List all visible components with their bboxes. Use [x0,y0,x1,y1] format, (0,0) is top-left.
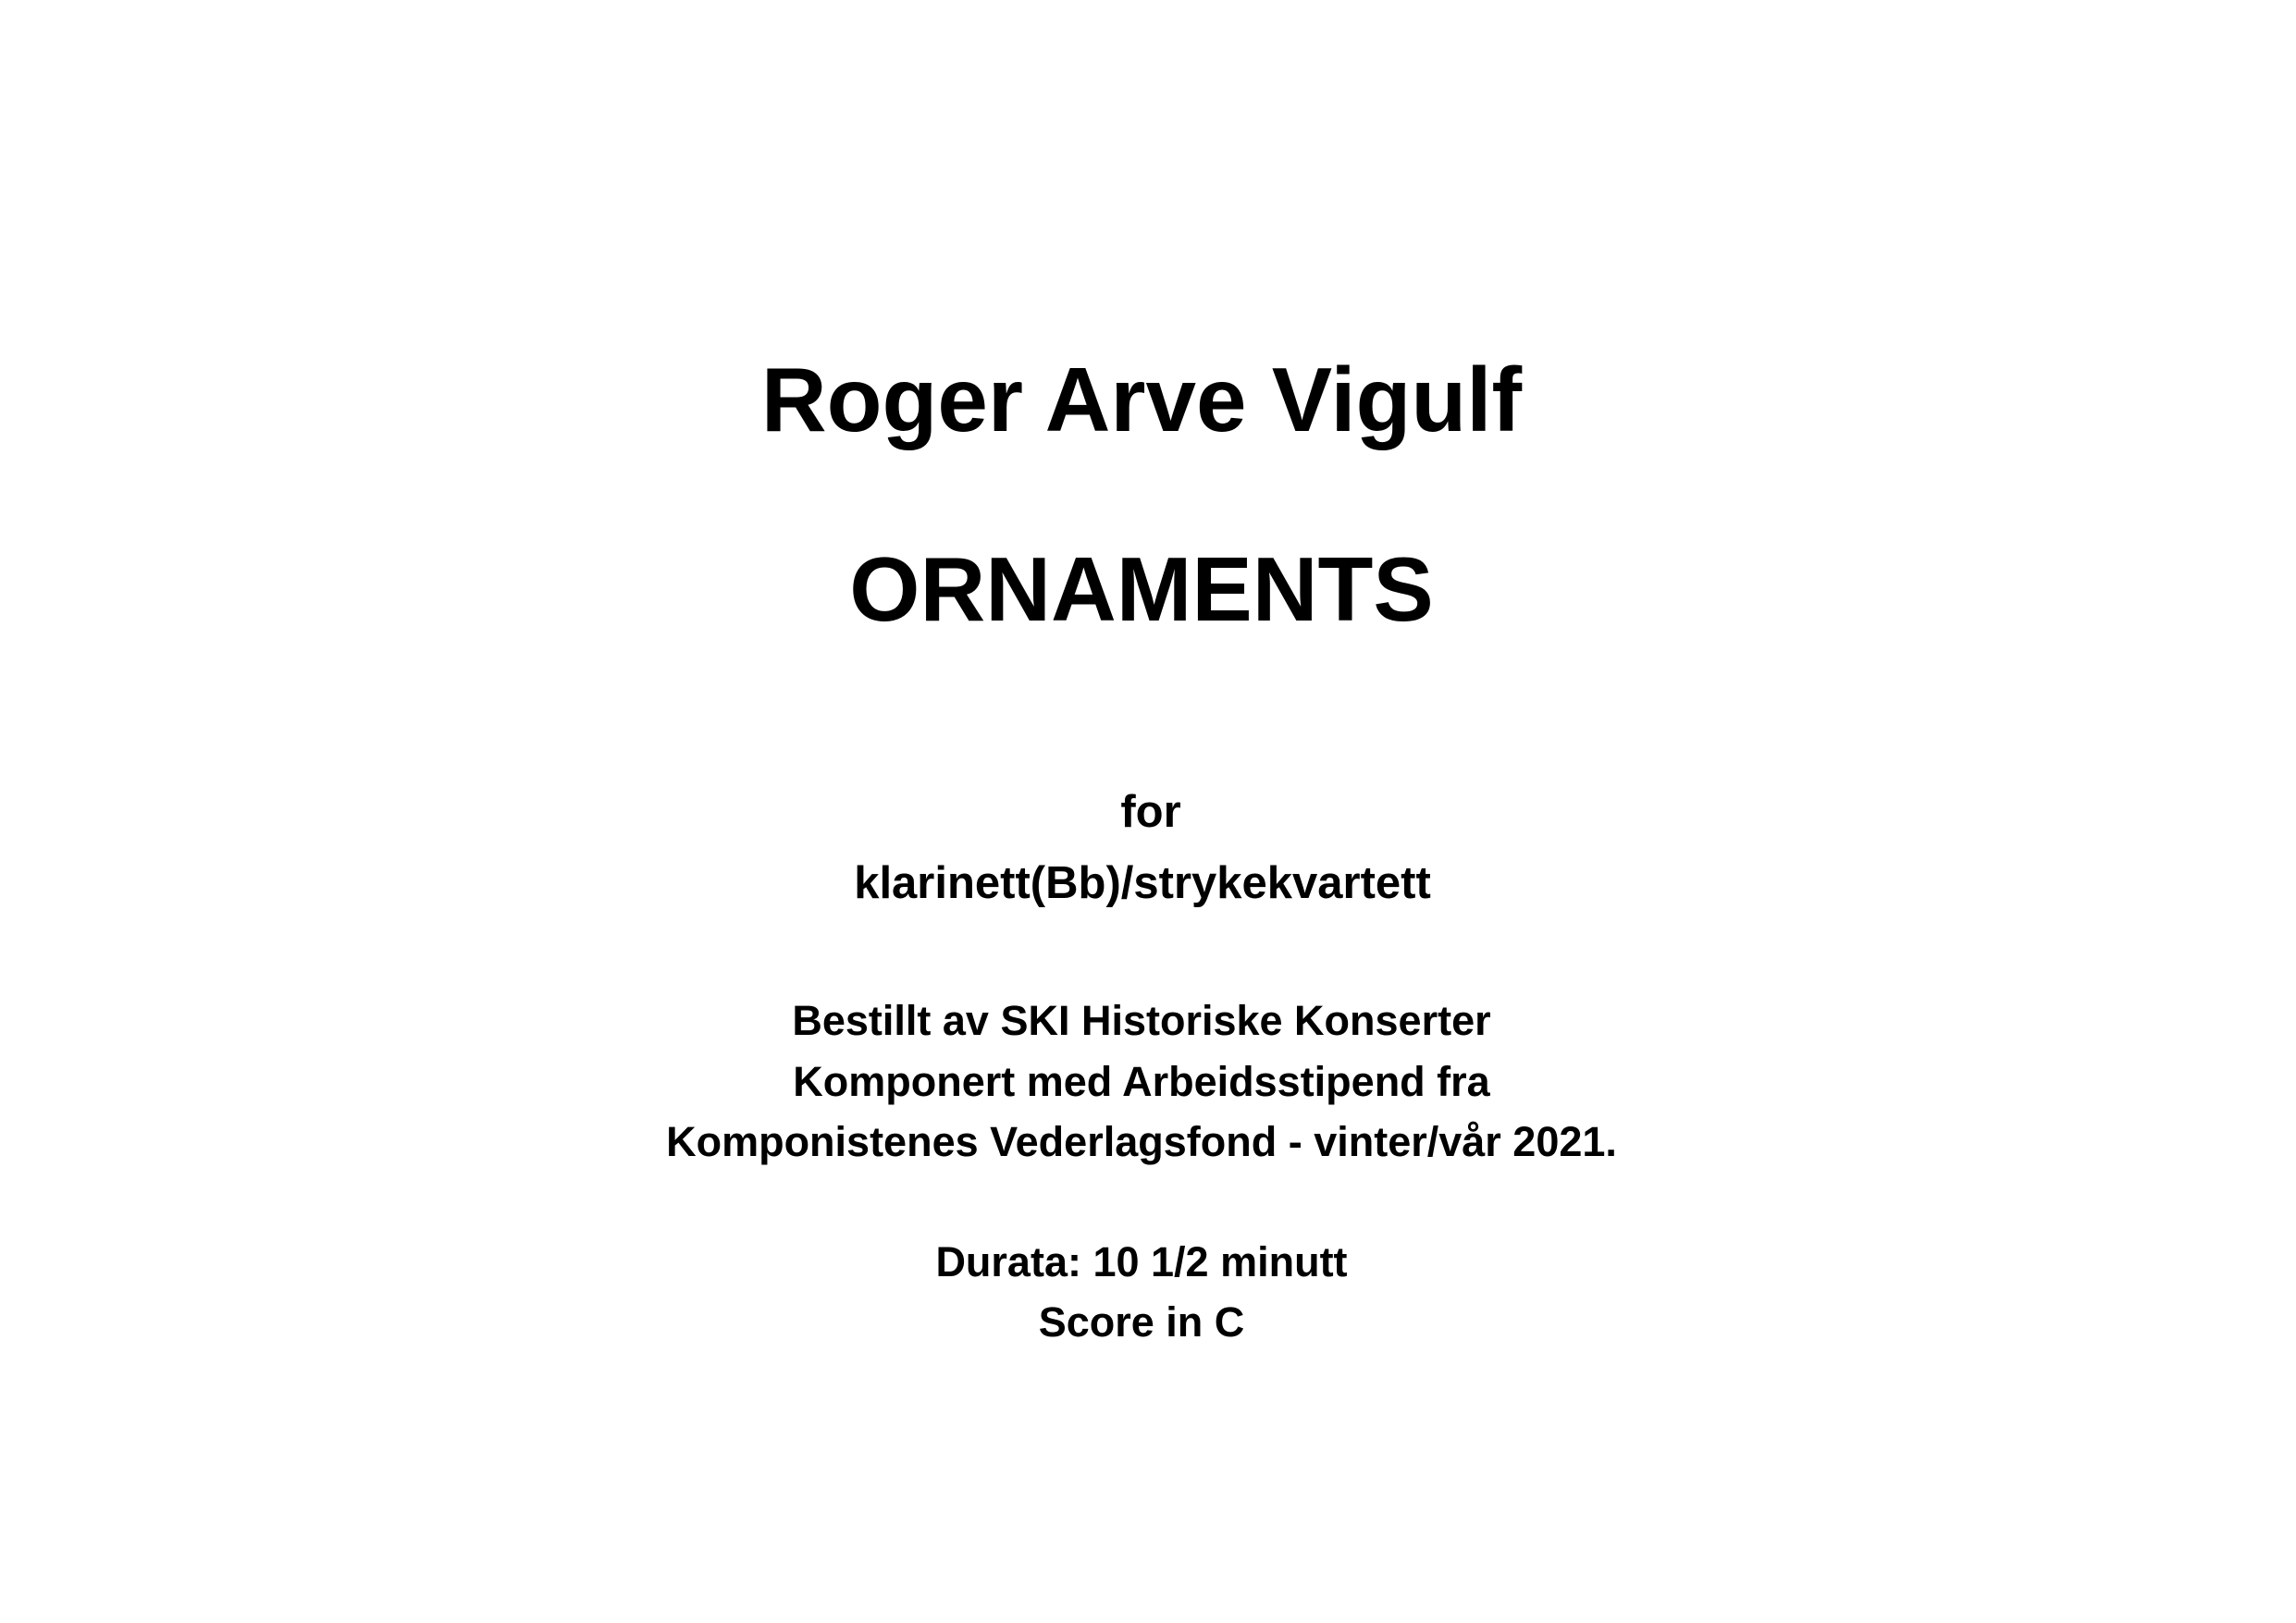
grant-line-2: Komponistenes Vederlagsfond - vinter/vår 2021. [666,1118,1617,1165]
instrumentation: klarinett(Bb)/strykekvartett [854,858,1431,908]
grant-line-1: Komponert med Arbeidsstipend fra [793,1058,1490,1105]
score-note: Score in C [1038,1298,1245,1346]
duration-line: Durata: 10 1/2 minutt [935,1238,1348,1285]
work-title: ORNAMENTS [849,538,1434,640]
commission-line: Bestillt av SKI Historiske Konserter [792,997,1491,1044]
composer-name: Roger Arve Vigulf [760,349,1523,450]
for-label: for [1120,787,1181,837]
